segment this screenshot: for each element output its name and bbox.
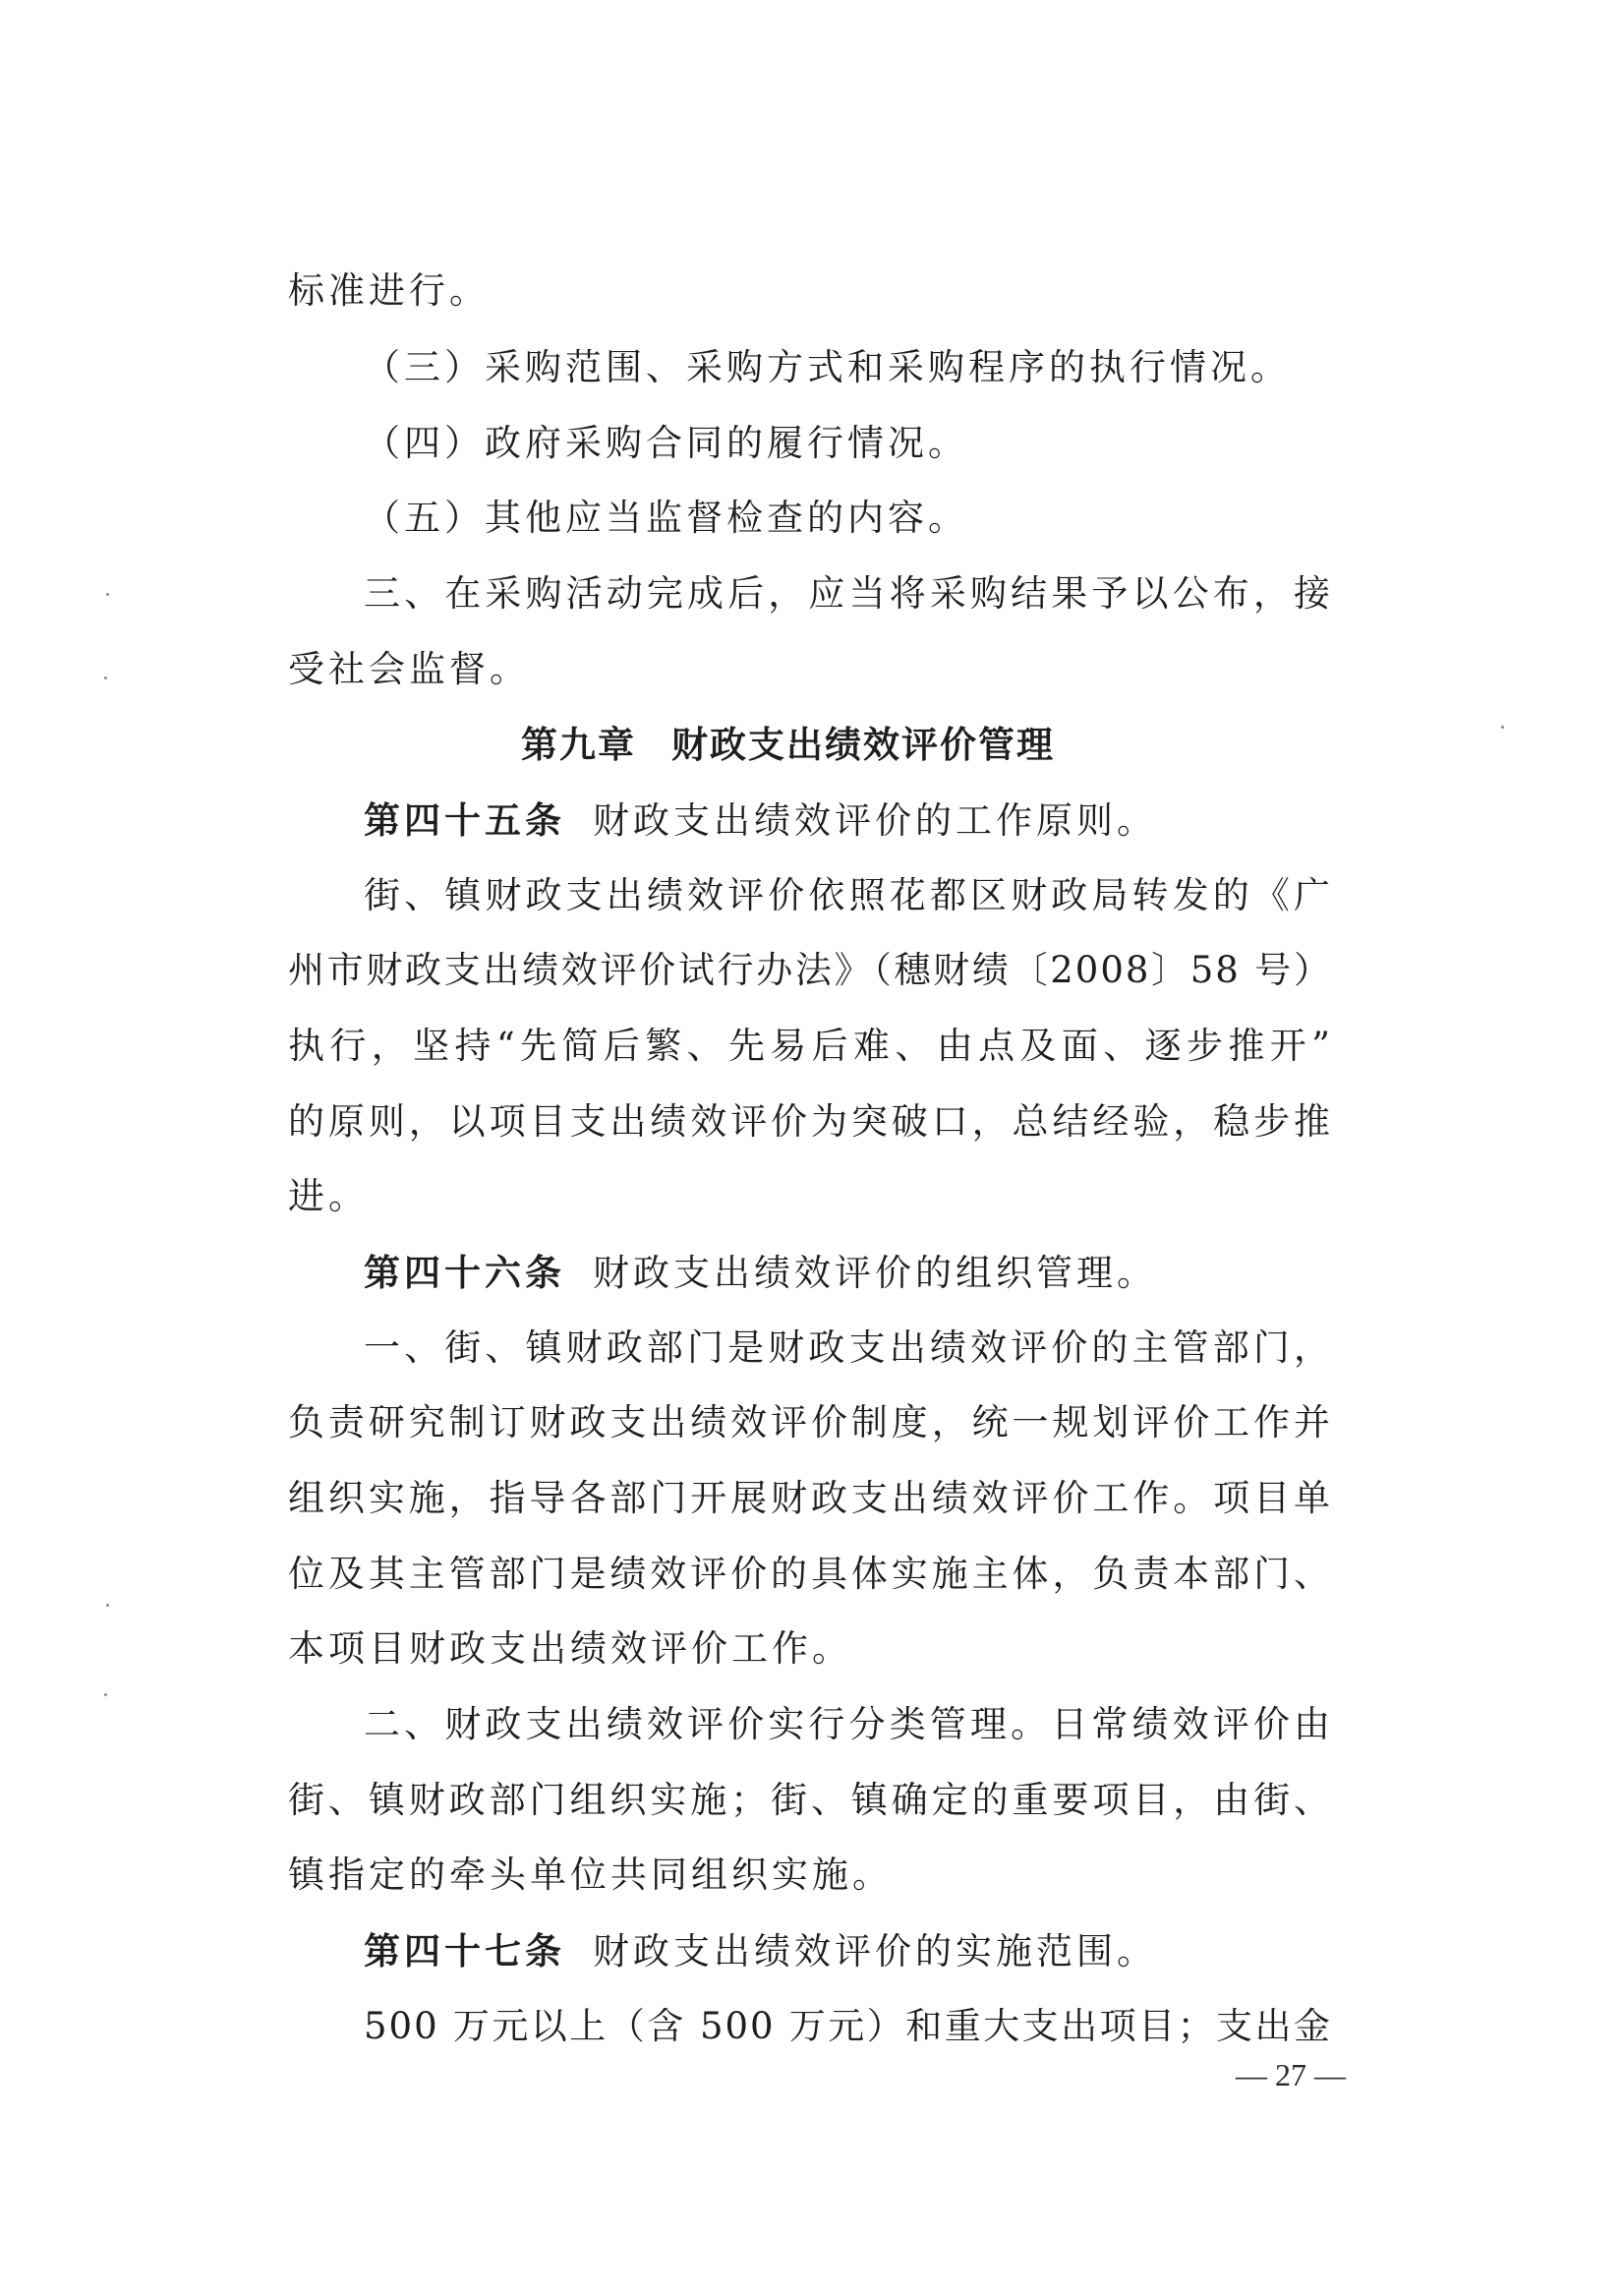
scan-speck (106, 593, 109, 596)
text-line: 位及其主管部门是绩效评价的具体实施主体，负责本部门、 (288, 1553, 1332, 1595)
text-line: 500 万元以上（含 500 万元）和重大支出项目；支出金 (364, 2005, 1332, 2047)
article-label: 第四十六条 (364, 1251, 565, 1294)
page-number: — 27 — (1236, 2057, 1346, 2092)
text-line: 街、镇财政支出绩效评价依照花都区财政局转发的《广 (364, 874, 1332, 916)
text-line: 的原则，以项目支出绩效评价为突破口，总结经验，稳步推 (288, 1100, 1332, 1143)
article-summary: 财政支出绩效评价的实施范围。 (593, 1930, 1157, 1972)
text-line: 镇指定的牵头单位共同组织实施。 (288, 1854, 893, 1896)
scan-speck (104, 677, 107, 679)
article-label: 第四十五条 (364, 798, 565, 842)
text-line: （四）政府采购合同的履行情况。 (364, 422, 968, 464)
scan-speck (1501, 726, 1504, 729)
text-line: 二、财政支出绩效评价实行分类管理。日常绩效评价由 (364, 1703, 1332, 1745)
article-45-heading (364, 796, 1157, 845)
text-line: 进。 (288, 1175, 369, 1217)
text-line: 受社会监督。 (288, 648, 530, 690)
text-line: 本项目财政支出绩效评价工作。 (288, 1627, 852, 1670)
article-47-heading (364, 1927, 1157, 1975)
text-line: （三）采购范围、采购方式和采购程序的执行情况。 (364, 346, 1291, 388)
text-line: （五）其他应当监督检查的内容。 (364, 497, 968, 539)
text-line: 街、镇财政部门组织实施；街、镇确定的重要项目，由街、 (288, 1779, 1332, 1821)
scan-speck (106, 1604, 109, 1607)
text-line: 负责研究制订财政支出绩效评价制度，统一规划评价工作并 (288, 1401, 1332, 1443)
article-label: 第四十七条 (364, 1929, 565, 1972)
article-46-heading (364, 1249, 1157, 1297)
chapter-title: 财政支出绩效评价管理 (671, 723, 1055, 766)
article-summary: 财政支出绩效评价的组织管理。 (593, 1252, 1157, 1294)
chapter-heading (521, 721, 1055, 768)
text-line: 一、街、镇财政部门是财政支出绩效评价的主管部门， (364, 1326, 1332, 1369)
article-summary: 财政支出绩效评价的工作原则。 (593, 799, 1157, 842)
text-line: 州市财政支出绩效评价试行办法》（穗财绩〔2008〕58 号） (288, 949, 1332, 991)
chapter-number: 第九章 (521, 723, 636, 766)
text-line: 执行，坚持“先简后繁、先易后难、由点及面、逐步推开” (288, 1025, 1332, 1067)
scan-speck (104, 1693, 107, 1696)
text-line: 组织实施，指导各部门开展财政支出绩效评价工作。项目单 (288, 1477, 1332, 1519)
text-line: 标准进行。 (288, 269, 490, 312)
text-line: 三、在采购活动完成后，应当将采购结果予以公布，接 (364, 572, 1332, 615)
